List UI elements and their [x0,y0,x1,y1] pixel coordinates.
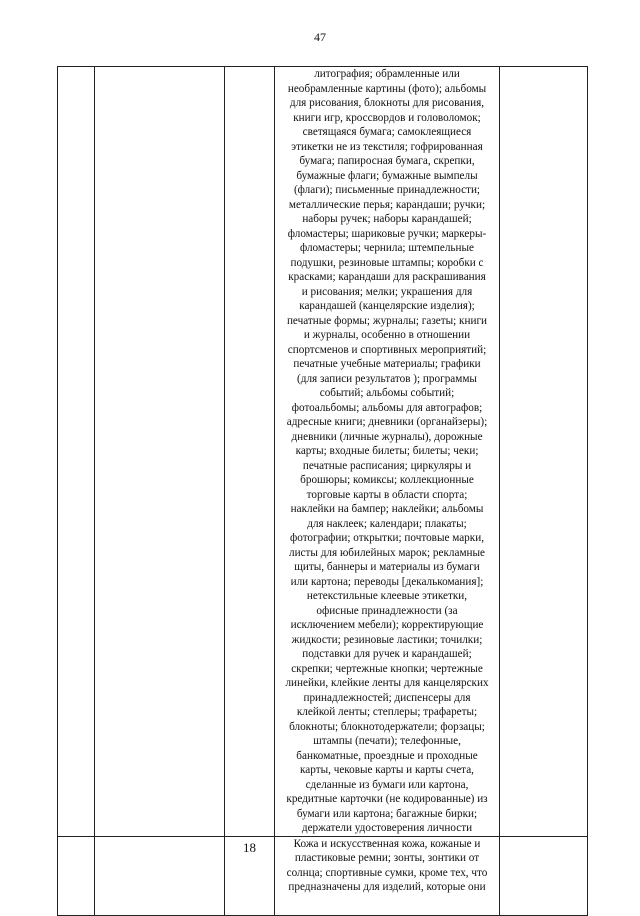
description-line: дневники (личные журналы), дорожные [291,430,483,443]
description-line: светящаяся бумага; самоклеящиеся [302,126,472,138]
description-line: наклейки на бампер; наклейки; альбомы [290,503,484,515]
table-cell-col5 [500,67,588,837]
description-line: печатные формы; журналы; газеты; книги [286,314,488,327]
description-line: солнца; спортивные сумки, кроме тех, что [286,866,488,879]
goods-description [275,67,499,836]
table-cell-col1 [58,67,95,837]
description-line: блокноты; блокнотодержатели; форзацы; [289,720,485,733]
description-line: наборы ручек; наборы карандашей; [302,213,472,225]
description-line: кредитные карточки (не кодированные) из [286,793,488,805]
description-line: адресные книги; дневники (органайзеры); [286,416,488,428]
description-line: печатные расписания; циркуляры и [302,459,472,472]
description-line: или картона; переводы [декалькомания]; [290,575,484,588]
description-line: (флаги); письменные принадлежности; [293,184,481,196]
class-number [225,67,274,70]
description-line: клейкой ленты; степлеры; трафареты; [296,706,478,718]
description-line: и рисования; мелки; украшения для [301,285,473,298]
description-line: (для записи результатов ); программы [297,372,477,385]
goods-description-cell [275,836,500,915]
description-line: книги игр, кроссвордов и головоломок; [293,111,481,124]
description-line: скрепки; чертежные кнопки; чертежные [291,662,483,675]
description-line: подставки для ручек и карандашей; [302,648,472,660]
description-line: предназначены для изделий, которые они [288,881,486,893]
goods-description-cell [275,67,500,837]
page-number: 47 [314,30,326,44]
description-line: и журналы, особенно в отношении [303,329,471,341]
description-line: этикетки не из текстиля; гофрированная [291,140,483,153]
description-line: брошюры; комиксы; коллекционные [300,474,474,486]
goods-description [275,837,499,895]
description-line: подушки, резиновые штампы; коробки с [290,256,484,269]
description-line: спортсменов и спортивных мероприятий; [287,343,487,356]
description-line: металлические перья; карандаши; ручки; [288,198,486,211]
description-line: офисные принадлежности (за [316,604,458,617]
description-line: фотоальбомы; альбомы для автографов; [291,401,483,414]
table-cell-col5 [500,836,588,915]
table-row [58,67,588,837]
description-line: печатные учебные материалы; графики [293,358,481,370]
description-line: бумажные флаги; бумажные вымпелы [296,169,478,182]
description-line: фломастеры; чернила; штемпельные [299,242,474,254]
table-row [58,836,588,915]
description-line: листы для юбилейных марок; рекламные [288,546,485,559]
description-line: линейки, клейкие ленты для канцелярских [285,677,489,689]
description-line: бумаги или картона; багажные бирки; [296,807,478,820]
description-line: карты; входные билеты; билеты; чеки; [295,445,479,457]
class-number-cell [225,67,275,837]
description-line: фломастеры; шариковые ручки; маркеры- [287,227,487,240]
description-line: пластиковые ремни; зонты, зонтики от [294,852,480,864]
description-line: фотографии; открытки; почтовые марки, [290,532,484,544]
description-line: красками; карандаши для раскрашивания [288,271,486,283]
description-line: исключением мебели); корректирующие [290,619,484,631]
description-line: для наклеек; календари; плакаты; [307,517,467,530]
description-line: необрамленные картины (фото); альбомы [287,82,487,95]
goods-classes-table [57,66,588,916]
description-line: банкоматные, проездные и проходные [296,749,478,762]
class-number-cell [225,836,275,915]
description-line: держатели удостоверения личности [301,822,473,834]
description-line: нетекстильные клеевые этикетки, [306,590,468,602]
description-line: штампы (печати); телефонные, [313,735,461,747]
table-cell-col2 [95,67,225,837]
description-line: торговые карты в области спорта; [306,488,468,501]
description-line: бумага; папиросная бумага, скрепки, [299,155,475,167]
description-line: карты, чековые карты и карты счета, [300,764,474,776]
table-cell-col1 [58,836,95,915]
description-line: для рисования, блокноты для рисования, [289,97,485,109]
class-number: 18 [243,839,256,855]
description-line: принадлежностей; диспенсеры для [303,691,471,704]
description-line: событий; альбомы событий; [319,387,455,399]
description-line: Кожа и искусственная кожа, кожаные и [293,837,481,850]
description-line: литография; обрамленные или [314,68,460,80]
description-line: карандашей (канцелярские изделия); [299,300,475,312]
table-cell-col2 [95,836,225,915]
description-line: сделанные из бумаги или картона, [305,778,469,791]
description-line: жидкости; резиновые ластики; точилки; [291,633,483,646]
description-line: щиты, баннеры и материалы из бумаги [294,561,480,573]
